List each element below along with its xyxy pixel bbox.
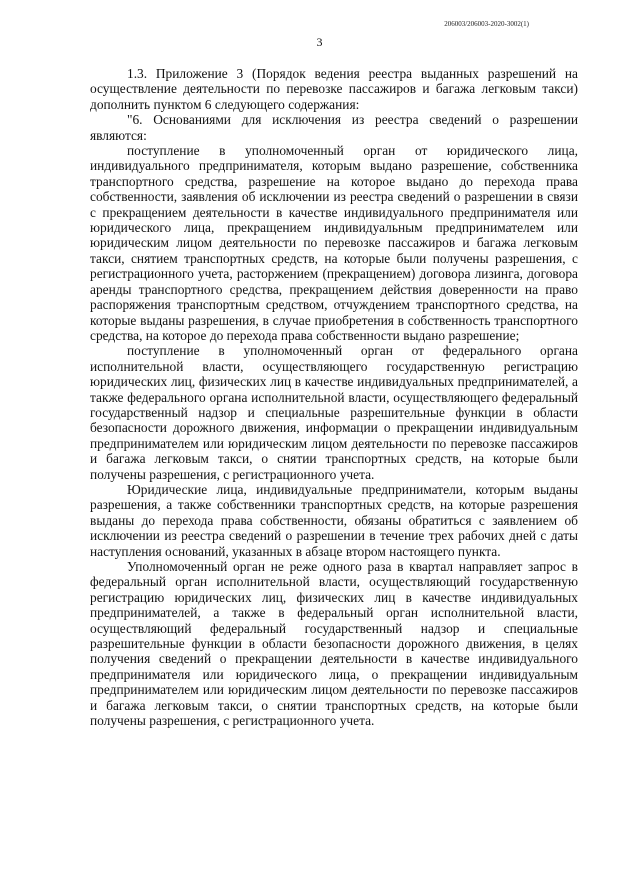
paragraph-item-6-heading: "6. Основаниями для исключения из реестра сведений о разрешении являются: bbox=[90, 112, 578, 143]
paragraph-amendment-intro: 1.3. Приложение 3 (Порядок ведения реестра выданных разрешений на осуществление деятельности по перевозке пассажиров и багажа легковым такси) дополнить пунктом 6 следующего содержания: bbox=[90, 66, 578, 112]
paragraph-quarterly-request: Уполномоченный орган не реже одного раза в квартал направляет запрос в федеральный орган исполнительной власти, осуществляющий государственную регистрацию юридических лиц, физических лиц в качестве индивидуальных предпринимателей, а также в федеральный орган исполнительной власти, осуществляющий федеральный государственный надзор и специальные разрешительные функции в области безопасности дорожного движения, в целях получения сведений о прекращении деятельности в качестве индивидуального предпринимателя или юридического лица, о прекращении индивидуальным предпринимателем или юридическим лицом деятельности по перевозке пассажиров и багажа легковым такси, о снятии транспортных средств, на которые были получены разрешения, с регистрационного учета. bbox=[90, 559, 578, 729]
paragraph-ground-applicant: поступление в уполномоченный орган от юридического лица, индивидуального предпринимателя, которым выдано разрешение, собственника транспортного средства, разрешение на которое выдано до перехода права собственности, заявления об исключении из реестра сведений о разрешении в связи с прекращением деятельности в качестве индивидуального предпринимателя или юридического лица, прекращением индивидуальным предпринимателем или юридическим лицом деятельности по перевозке пассажиров и багажа легковым такси, снятием транспортных средств, на которые были получены разрешения, с регистрационного учета, расторжением (прекращением) договора лизинга, договора аренды транспортного средства, прекращением действия доверенности на право распоряжения транспортным средством, отчуждением транспортного средства, на которые выданы разрешения, в случае приобретения в собственность транспортного средства, на которое до перехода права собственности выдано разрешение; bbox=[90, 143, 578, 343]
document-id: 206003/206003-2020-3002(1) bbox=[444, 20, 529, 28]
paragraph-obligation: Юридические лица, индивидуальные предприниматели, которым выданы разрешения, а также собственники транспортных средств, на которые разрешения выданы до перехода права собственности, обязаны обратиться с заявлением об исключении из реестра сведений о разрешении в течение трех рабочих дней с даты наступления оснований, указанных в абзаце втором настоящего пункта. bbox=[90, 481, 578, 559]
paragraph-ground-federal-info: поступление в уполномоченный орган от федерального органа исполнительной власти, осуществляющего государственную регистрацию юридических лиц, физических лиц в качестве индивидуальных предпринимателей, а также федерального органа исполнительной власти, осуществляющего федеральный государственный надзор и специальные разрешительные функции в области безопасности дорожного движения, информации о прекращении индивидуальным предпринимателем или юридическим лицом деятельности по перевозке пассажиров и багажа легковым такси, о снятии транспортных средств, на которые были получены разрешения, с регистрационного учета. bbox=[90, 343, 578, 482]
page-number: 3 bbox=[316, 35, 323, 49]
document-body bbox=[90, 66, 578, 728]
